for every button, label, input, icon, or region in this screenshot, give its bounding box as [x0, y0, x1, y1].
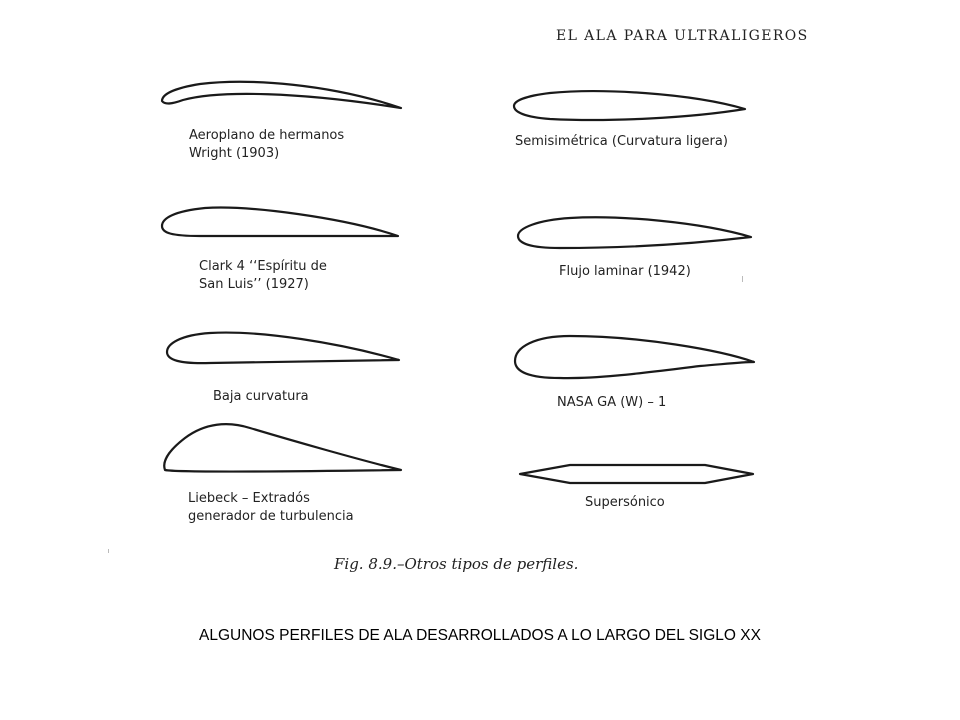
label-laminar-flow: Flujo laminar (1942) [559, 264, 691, 279]
airfoil-laminar-flow [518, 217, 751, 248]
airfoil-low-camber [167, 333, 399, 364]
airfoil-liebeck [164, 424, 401, 471]
label-liebeck: Liebeck – Extradós generador de turbulencia [188, 491, 354, 524]
label-nasa-gaw-1: NASA GA (W) – 1 [557, 395, 667, 410]
label-semisymmetric: Semisimétrica (Curvatura ligera) [515, 134, 728, 149]
airfoil-nasa-gaw-1 [515, 336, 754, 378]
label-wright-1903: Aeroplano de hermanos Wright (1903) [189, 128, 345, 161]
airfoil-clark-4 [162, 208, 398, 236]
label-low-camber: Baja curvatura [213, 389, 309, 404]
label-supersonic: Supersónico [585, 495, 665, 510]
label-clark-4: Clark 4 ‘‘Espíritu de San Luis’’ (1927) [199, 259, 327, 292]
airfoil-wright-1903 [162, 82, 401, 108]
figure-caption: Fig. 8.9.–Otros tipos de perfiles. [334, 555, 579, 573]
slide-footer-text: ALGUNOS PERFILES DE ALA DESARROLLADOS A LO LARGO DEL SIGLO XX [199, 627, 761, 644]
page-header: EL ALA PARA ULTRALIGEROS [556, 28, 809, 44]
airfoil-semisymmetric [514, 91, 745, 120]
airfoil-supersonic [520, 465, 753, 483]
